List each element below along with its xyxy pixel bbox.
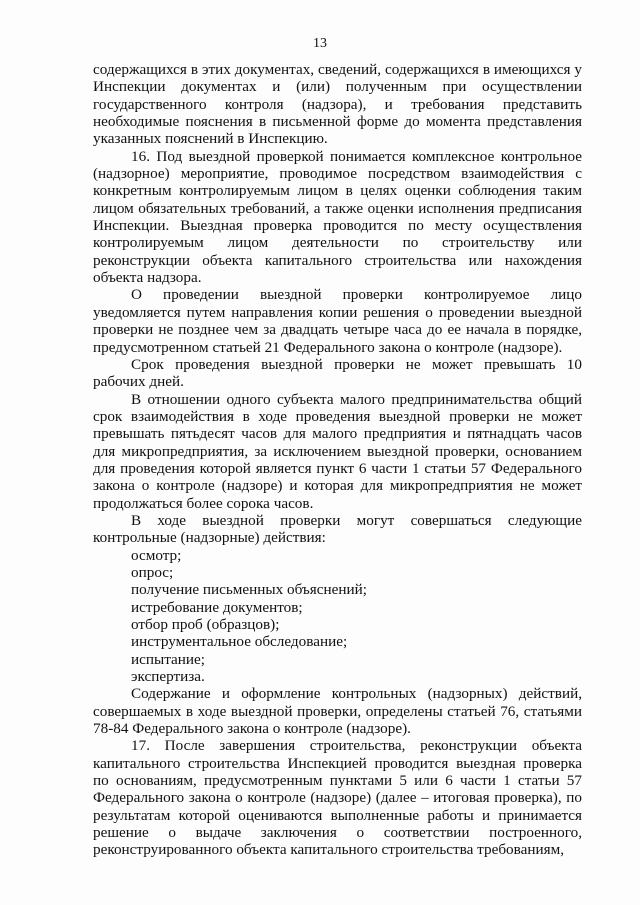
paragraph-17-final-inspection: 17. После завершения строительства, реконструкции объекта капитального строительства Инспекцией проводится выездная проверка по основаниям, предусмотренным пунктами 5 или 6 части 1 статьи 57 Федерального закона о контроле (надзоре) (далее – итоговая проверка), по результатам которой оцениваются выполненные работы и принимается решение о выдаче заключения о соответствии построенного, реконструированного объекта капитального строительства требованиям,: [93, 737, 582, 859]
paragraph-16-onsite-inspection-definition: 16. Под выездной проверкой понимается комплексное контрольное (надзорное) мероприятие, проводимое посредством взаимодействия с конкретным контролируемым лицом в целях оценки соблюдения таким лицом обязательных требований, а также оценки исполнения предписания Инспекции. Выездная проверка проводится по месту осуществления контролируемым лицом деятельности по строительству или реконструкции объекта капитального строительства или нахождения объекта надзора.: [93, 147, 582, 287]
list-item-instrumental-examination: инструментальное обследование;: [131, 633, 348, 651]
page-number: 13: [313, 36, 327, 51]
list-item-written-explanations: получение письменных объяснений;: [131, 581, 367, 599]
paragraph-intro-continuation: содержащихся в этих документах, сведений, содержащихся в имеющихся у Инспекции документах и (или) полученным при осуществлении государственного контроля (надзора), и требования представить необходимые пояснения в письменной форме до момента представления указанных пояснений в Инспекцию.: [93, 61, 582, 148]
list-item-document-request: истребование документов;: [131, 598, 303, 616]
paragraph-inspection-notification: О проведении выездной проверки контролируемое лицо уведомляется путем направления копии решения о проведении выездной проверки не позднее чем за двадцать четыре часа до ее начала в порядке, предусмотренном статьей 21 Федерального закона о контроле (надзоре).: [93, 286, 582, 356]
list-item-testing: испытание;: [131, 650, 205, 668]
list-item-inspection: осмотр;: [131, 546, 182, 564]
list-item-expertise: экспертиза.: [131, 668, 205, 686]
list-item-sampling: отбор проб (образцов);: [131, 616, 280, 633]
paragraph-control-actions-content: Содержание и оформление контрольных (надзорных) действий, совершаемых в ходе выездной проверки, определены статьей 76, статьями 78-84 Федерального закона о контроле (надзоре).: [93, 685, 582, 738]
paragraph-control-actions-intro: В ходе выездной проверки могут совершаться следующие контрольные (надзорные) действия:: [93, 511, 582, 547]
document-body: [93, 61, 582, 859]
paragraph-small-business-limit: В отношении одного субъекта малого предпринимательства общий срок взаимодействия в ходе проведения выездной проверки не может превышать пятьдесят часов для малого предприятия и пятнадцать часов для микропредприятия, за исключением выездной проверки, основанием для проведения которой является пункт 6 части 1 статьи 57 Федерального закона о контроле (надзоре) и которая для микропредприятия не может продолжаться более сорока часов.: [93, 390, 582, 512]
control-actions-list: [93, 547, 582, 686]
paragraph-inspection-duration: Срок проведения выездной проверки не может превышать 10 рабочих дней.: [93, 355, 582, 391]
list-item-survey: опрос;: [131, 563, 174, 581]
